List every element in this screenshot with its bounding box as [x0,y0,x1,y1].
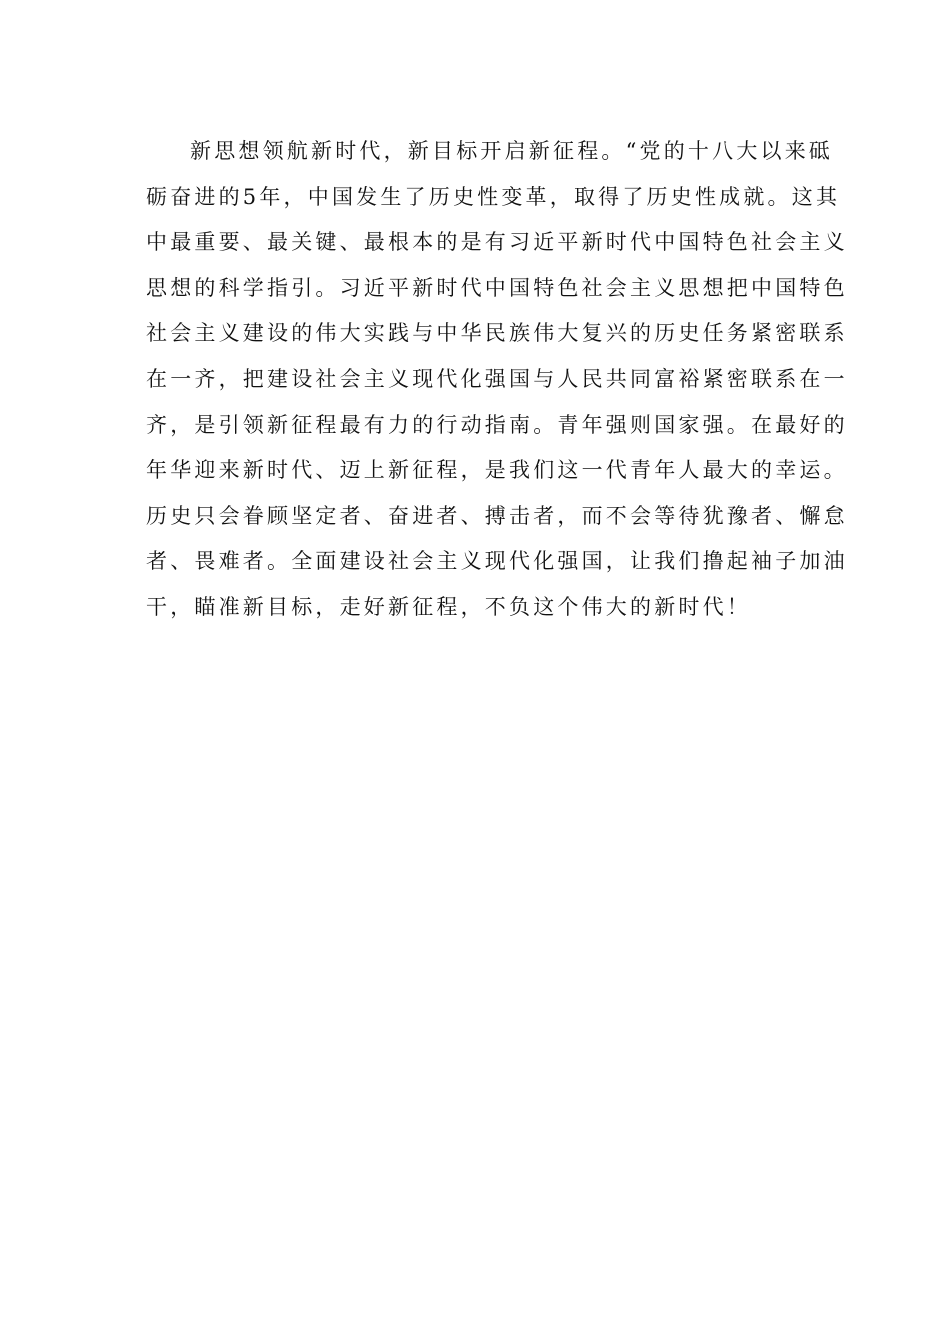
paragraph-line: 者、畏难者。全面建设社会主义现代化强国，让我们撸起袖子加油 [146,549,848,574]
paragraph-line: 在一齐，把建设社会主义现代化强国与人民共同富裕紧密联系在一 [146,366,848,391]
paragraph-line: 年华迎来新时代、迈上新征程，是我们这一代青年人最大的幸运。 [146,458,848,483]
paragraph-line: 历史只会眷顾坚定者、奋进者、搏击者，而不会等待犹豫者、懈怠 [146,503,848,528]
body-paragraph [146,129,848,631]
paragraph-line: 中最重要、最关键、最根本的是有习近平新时代中国特色社会主义 [146,230,848,255]
paragraph-line: 新思想领航新时代，新目标开启新征程。“党的十八大以来砥 [190,139,834,163]
paragraph-line: 社会主义建设的伟大实践与中华民族伟大复兴的历史任务紧密联系 [146,321,848,346]
paragraph-line: 思想的科学指引。习近平新时代中国特色社会主义思想把中国特色 [146,275,848,300]
paragraph-line: 干，瞄准新目标，走好新征程，不负这个伟大的新时代！ [146,594,751,619]
paragraph-line: 齐，是引领新征程最有力的行动指南。青年强则国家强。在最好的 [146,412,848,437]
paragraph-line: 砺奋进的5年，中国发生了历史性变革，取得了历史性成就。这其 [146,184,841,209]
